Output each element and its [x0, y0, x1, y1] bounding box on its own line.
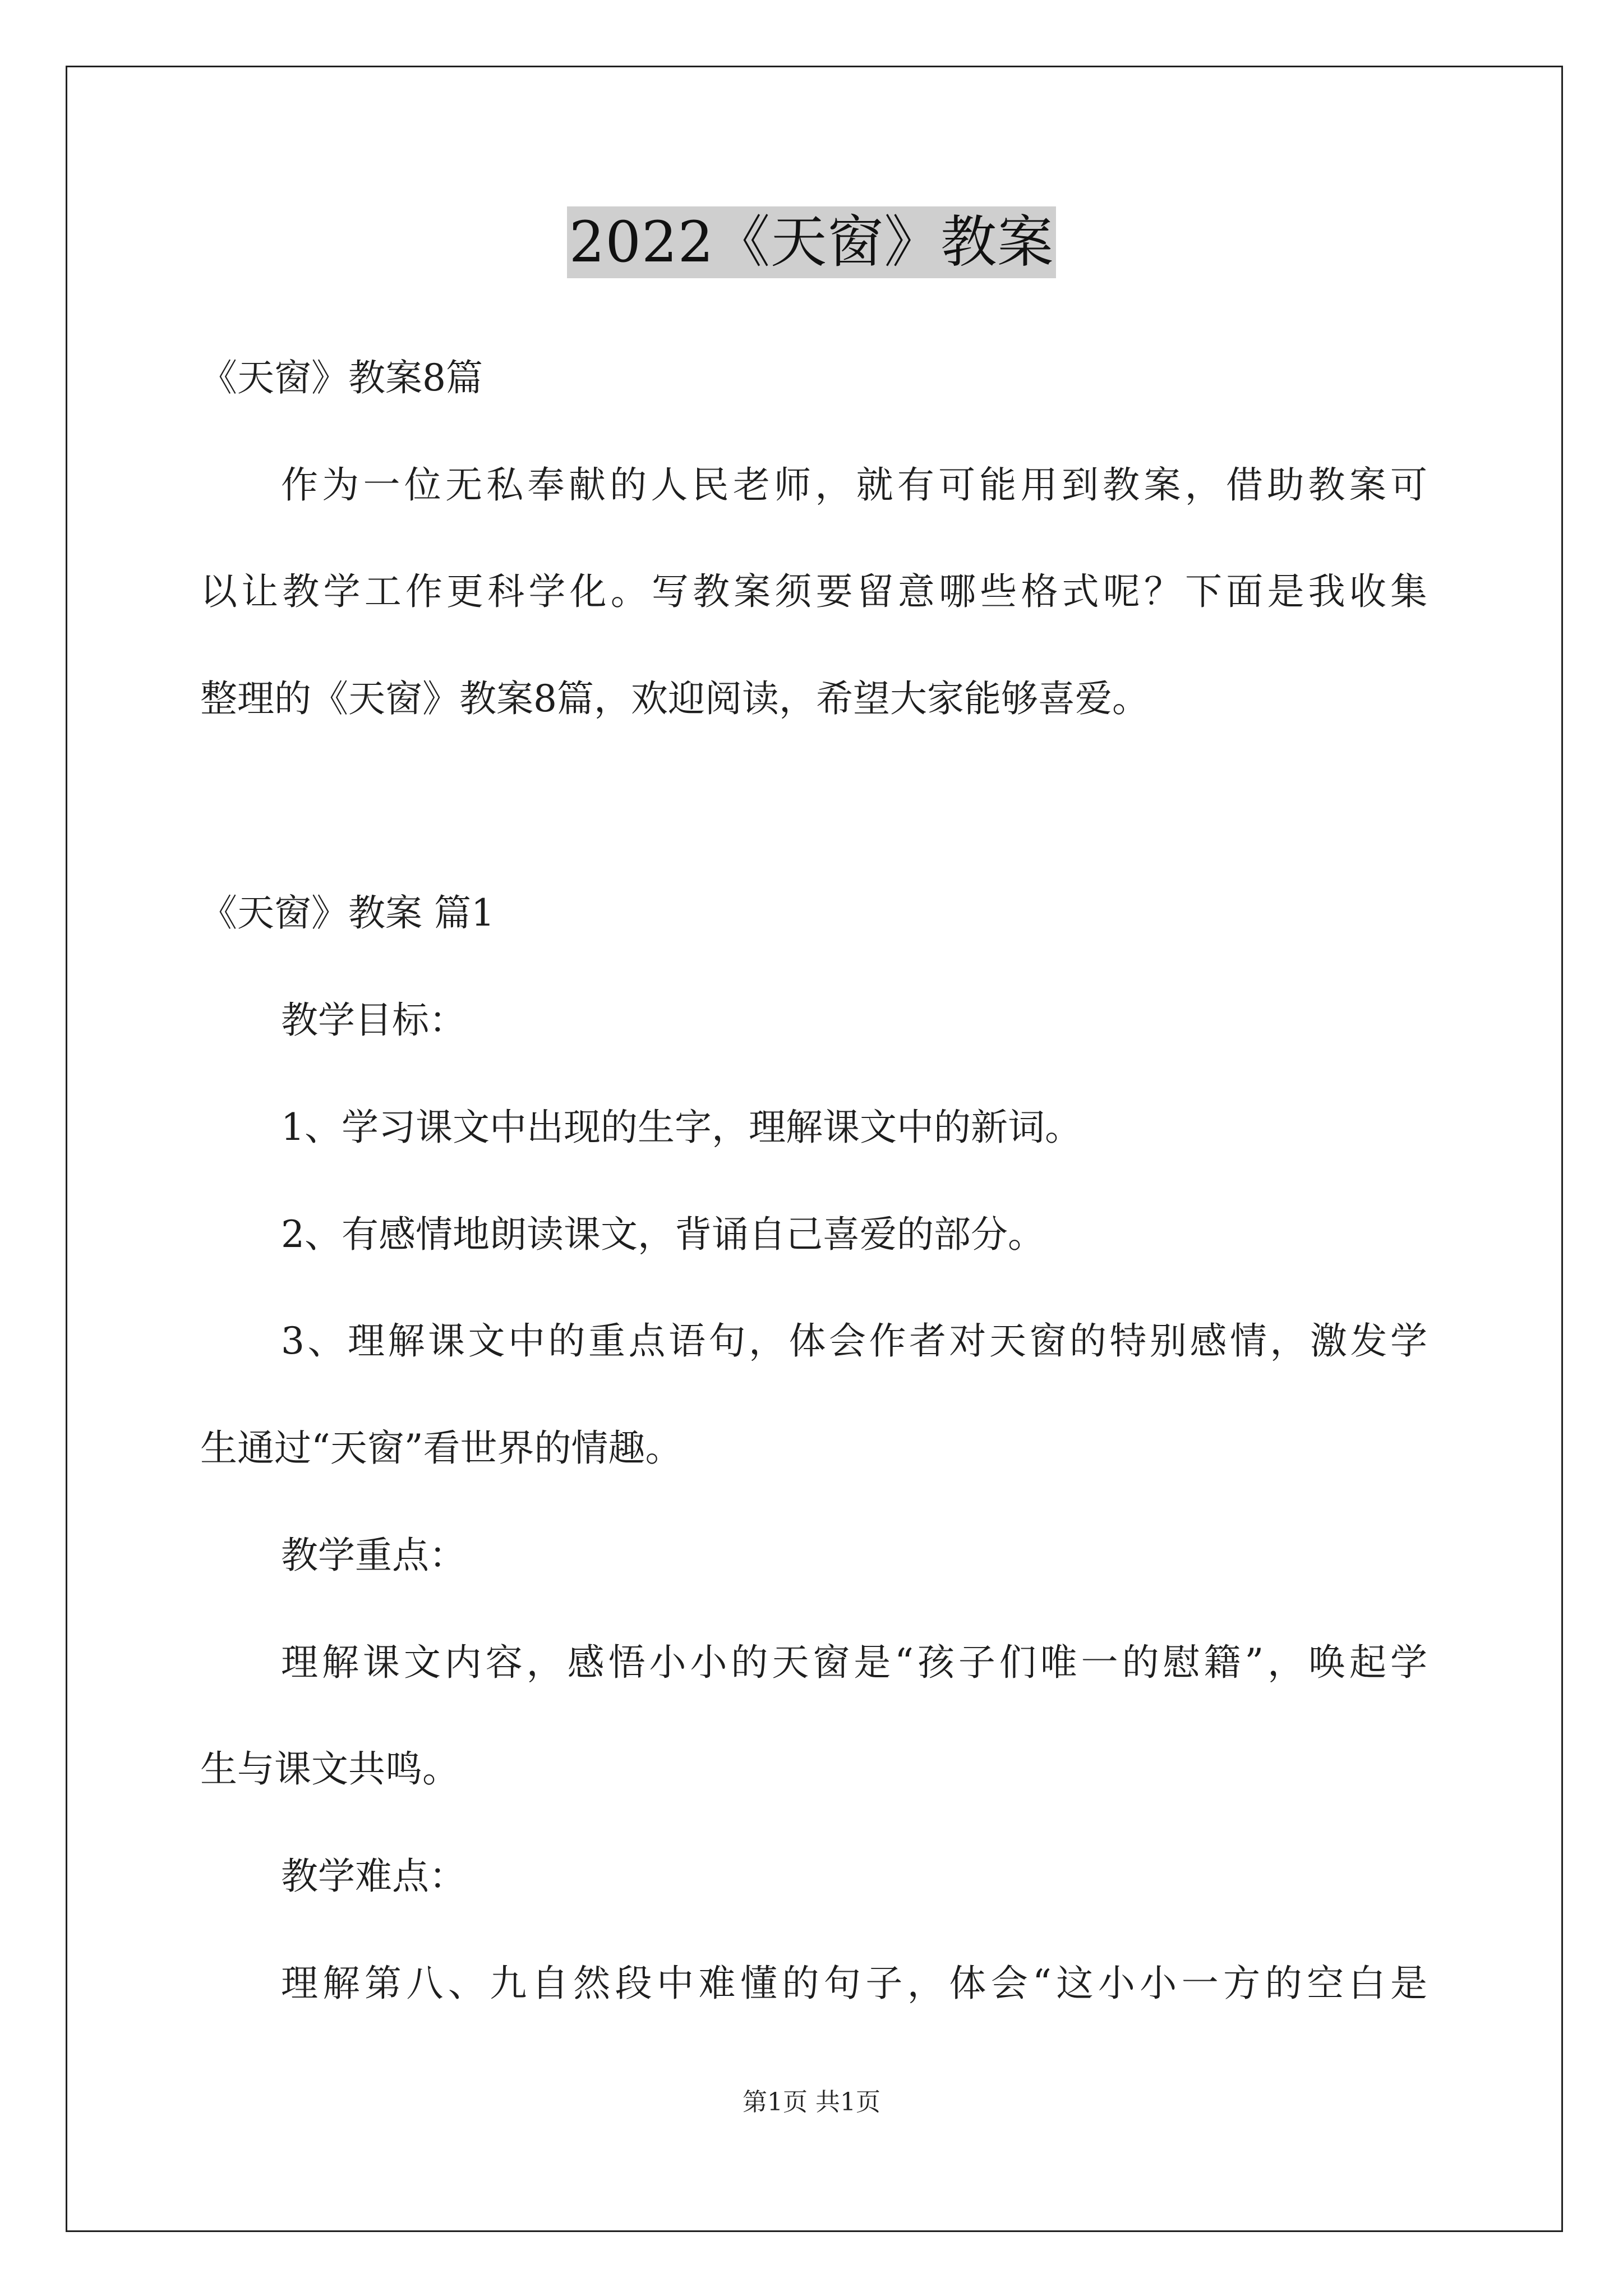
- key-points-line-2: 生与课文共鸣。: [200, 1747, 459, 1791]
- difficulties-line-1: 理解第八、九自然段中难懂的句子，体会“这小小一方的空白是: [281, 1962, 1427, 2005]
- page-number: 第1页 共1页: [743, 2088, 880, 2116]
- intro-line-3: 整理的《天窗》教案8篇，欢迎阅读，希望大家能够喜爱。: [200, 677, 1149, 720]
- document-title: 2022《天窗》教案: [567, 206, 1057, 278]
- key-points-line-1: 理解课文内容，感悟小小的天窗是“孩子们唯一的慰籍”，唤起学: [281, 1641, 1427, 1684]
- objective-3-line-1: 3、理解课文中的重点语句，体会作者对天窗的特别感情，激发学: [281, 1319, 1427, 1363]
- key-points-label: 教学重点：: [281, 1534, 466, 1577]
- intro-line-1: 作为一位无私奉献的人民老师，就有可能用到教案，借助教案可: [281, 463, 1427, 507]
- difficulties-label: 教学难点：: [281, 1855, 466, 1898]
- objectives-label: 教学目标：: [281, 999, 466, 1042]
- section-heading: 《天窗》教案 篇1: [200, 891, 495, 935]
- objective-1: 1、学习课文中出现的生字，理解课文中的新词。: [281, 1106, 1082, 1149]
- title-container: [0, 206, 1623, 278]
- objective-3-line-2: 生通过“天窗”看世界的情趣。: [200, 1427, 683, 1470]
- objective-2: 2、有感情地朗读课文，背诵自己喜爱的部分。: [281, 1213, 1045, 1256]
- subtitle: 《天窗》教案8篇: [200, 356, 483, 399]
- intro-line-2: 以让教学工作更科学化。写教案须要留意哪些格式呢？下面是我收集: [200, 570, 1427, 613]
